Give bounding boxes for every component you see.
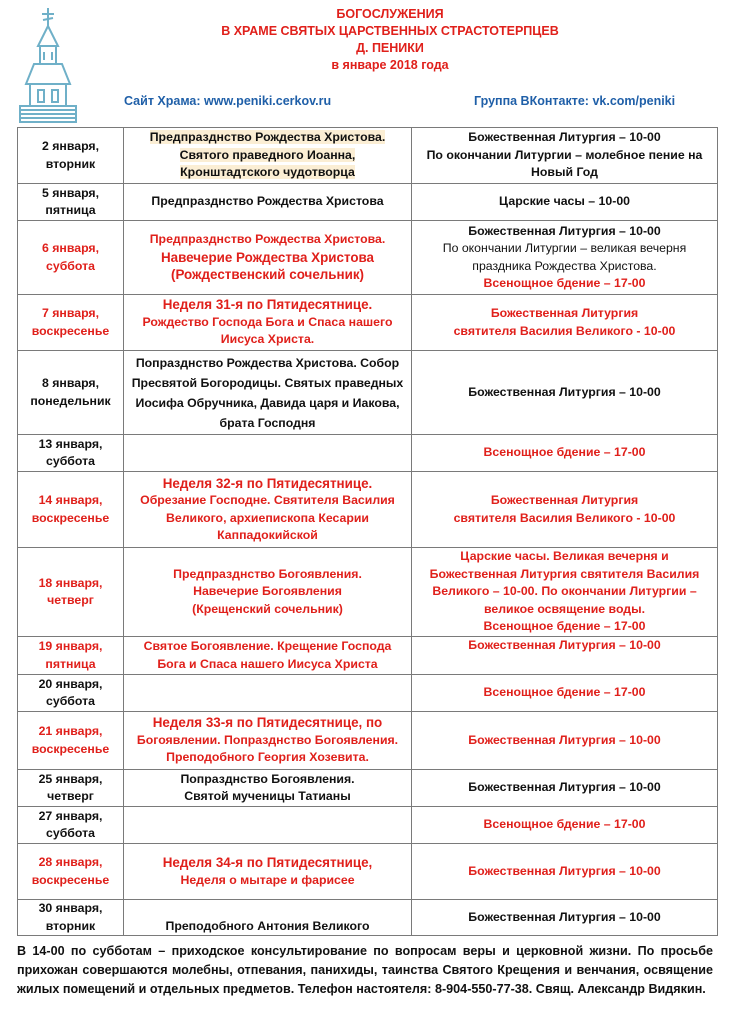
- date-cell: 28 января, воскресенье: [18, 844, 124, 900]
- feast-cell: [124, 807, 412, 844]
- service-cell: Царские часы – 10-00: [412, 184, 718, 221]
- schedule-table: [17, 127, 718, 936]
- feast-cell: Преподобного Антония Великого: [124, 900, 412, 936]
- date-cell: 30 января, вторник: [18, 900, 124, 936]
- feast-cell: Попразднство Богоявления. Святой мученицы Татианы: [124, 770, 412, 807]
- feast-cell: Неделя 31-я по Пятидесятнице. Рождество Господа Бога и Спаса нашего Иисуса Христа.: [124, 295, 412, 351]
- date-cell: 2 января, вторник: [18, 128, 124, 184]
- footer-note: В 14-00 по субботам – приходское консультирование по вопросам веры и церковной жизни. По просьбе прихожан совершаются молебны, отпевания, панихиды, таинства Святого Крещения и венчания, освящение жилых помещений и отдельных предметов. Телефон настоятеля: 8-904-550-77-38. Свящ. Александр Видякин.: [17, 944, 713, 996]
- date-cell: 20 января, суббота: [18, 675, 124, 712]
- service-cell: Божественная Литургия святителя Василия Великого - 10-00: [412, 472, 718, 548]
- page-title: [210, 6, 570, 74]
- service-cell: Царские часы. Великая вечерня и Божественная Литургия святителя Василия Великого – 10-00. По окончании Литургии – великое освящение воды. Всенощное бдение – 17-00: [412, 548, 718, 637]
- table-row: [18, 844, 718, 900]
- service-cell: Божественная Литургия – 10-00: [412, 900, 718, 936]
- feast-cell: Предпразднство Рождества Христова: [124, 184, 412, 221]
- date-cell: 8 января, понедельник: [18, 351, 124, 435]
- table-row: [18, 675, 718, 712]
- date-cell: 21 января, воскресенье: [18, 712, 124, 770]
- date-cell: 27 января, суббота: [18, 807, 124, 844]
- vk-link[interactable]: Группа ВКонтакте: vk.com/peniki: [474, 94, 676, 108]
- title-line-2: В ХРАМЕ СВЯТЫХ ЦАРСТВЕННЫХ СТРАСТОТЕРПЦЕВ: [221, 24, 559, 38]
- service-cell: Всенощное бдение – 17-00: [412, 675, 718, 712]
- feast-cell: Предпразднство Рождества Христова. Святого праведного Иоанна, Кронштадтского чудотворца: [124, 128, 412, 184]
- date-cell: 5 января, пятница: [18, 184, 124, 221]
- church-logo: [14, 6, 84, 126]
- site-link[interactable]: Сайт Храма: www.peniki.cerkov.ru: [124, 94, 332, 108]
- service-cell: Божественная Литургия – 10-00: [412, 637, 718, 675]
- service-cell: Божественная Литургия – 10-00: [412, 770, 718, 807]
- date-cell: 25 января, четверг: [18, 770, 124, 807]
- table-row: [18, 128, 718, 184]
- date-cell: 13 января, суббота: [18, 435, 124, 472]
- feast-cell: [124, 435, 412, 472]
- table-row: [18, 184, 718, 221]
- table-row: [18, 712, 718, 770]
- table-row: [18, 900, 718, 936]
- date-cell: 18 января, четверг: [18, 548, 124, 637]
- service-cell: Всенощное бдение – 17-00: [412, 807, 718, 844]
- feast-cell: Неделя 34-я по Пятидесятнице, Неделя о мытаре и фарисее: [124, 844, 412, 900]
- feast-cell: Неделя 33-я по Пятидесятнице, по Богоявлении. Попразднство Богоявления. Преподобного Георгия Хозевита.: [124, 712, 412, 770]
- service-cell: Божественная Литургия – 10-00: [412, 351, 718, 435]
- table-row: [18, 472, 718, 548]
- service-cell: Божественная Литургия святителя Василия Великого - 10-00: [412, 295, 718, 351]
- table-row: [18, 351, 718, 435]
- table-row: [18, 435, 718, 472]
- service-cell: Божественная Литургия – 10-00: [412, 844, 718, 900]
- table-row: [18, 770, 718, 807]
- date-cell: 6 января, суббота: [18, 221, 124, 295]
- feast-cell: Неделя 32-я по Пятидесятнице. Обрезание Господне. Святителя Василия Великого, архиепископа Кесарии Каппадокийской: [124, 472, 412, 548]
- service-cell: Божественная Литургия – 10-00: [412, 712, 718, 770]
- feast-cell: [124, 675, 412, 712]
- table-row: [18, 221, 718, 295]
- title-line-4: в январе 2018 года: [331, 58, 449, 72]
- title-line-3: Д. ПЕНИКИ: [356, 41, 424, 55]
- date-cell: 14 января, воскресенье: [18, 472, 124, 548]
- service-cell: Божественная Литургия – 10-00 По окончании Литургии – молебное пение на Новый Год: [412, 128, 718, 184]
- service-cell: Божественная Литургия – 10-00 По окончании Литургии – великая вечерня праздника Рождества Христова. Всенощное бдение – 17-00: [412, 221, 718, 295]
- feast-cell: Святое Богоявление. Крещение Господа Бога и Спаса нашего Иисуса Христа: [124, 637, 412, 675]
- table-row: [18, 807, 718, 844]
- date-cell: 7 января, воскресенье: [18, 295, 124, 351]
- feast-cell: Предпразднство Богоявления. Навечерие Богоявления (Крещенский сочельник): [124, 548, 412, 637]
- feast-cell: Попразднство Рождества Христова. Собор Пресвятой Богородицы. Святых праведных Иосифа Обручника, Давида царя и Иакова, брата Господня: [124, 351, 412, 435]
- table-row: [18, 295, 718, 351]
- feast-cell: Предпразднство Рождества Христова. Навечерие Рождества Христова (Рождественский сочельник): [124, 221, 412, 295]
- service-cell: Всенощное бдение – 17-00: [412, 435, 718, 472]
- title-line-1: БОГОСЛУЖЕНИЯ: [336, 7, 444, 21]
- date-cell: 19 января, пятница: [18, 637, 124, 675]
- table-row: [18, 637, 718, 675]
- table-row: [18, 548, 718, 637]
